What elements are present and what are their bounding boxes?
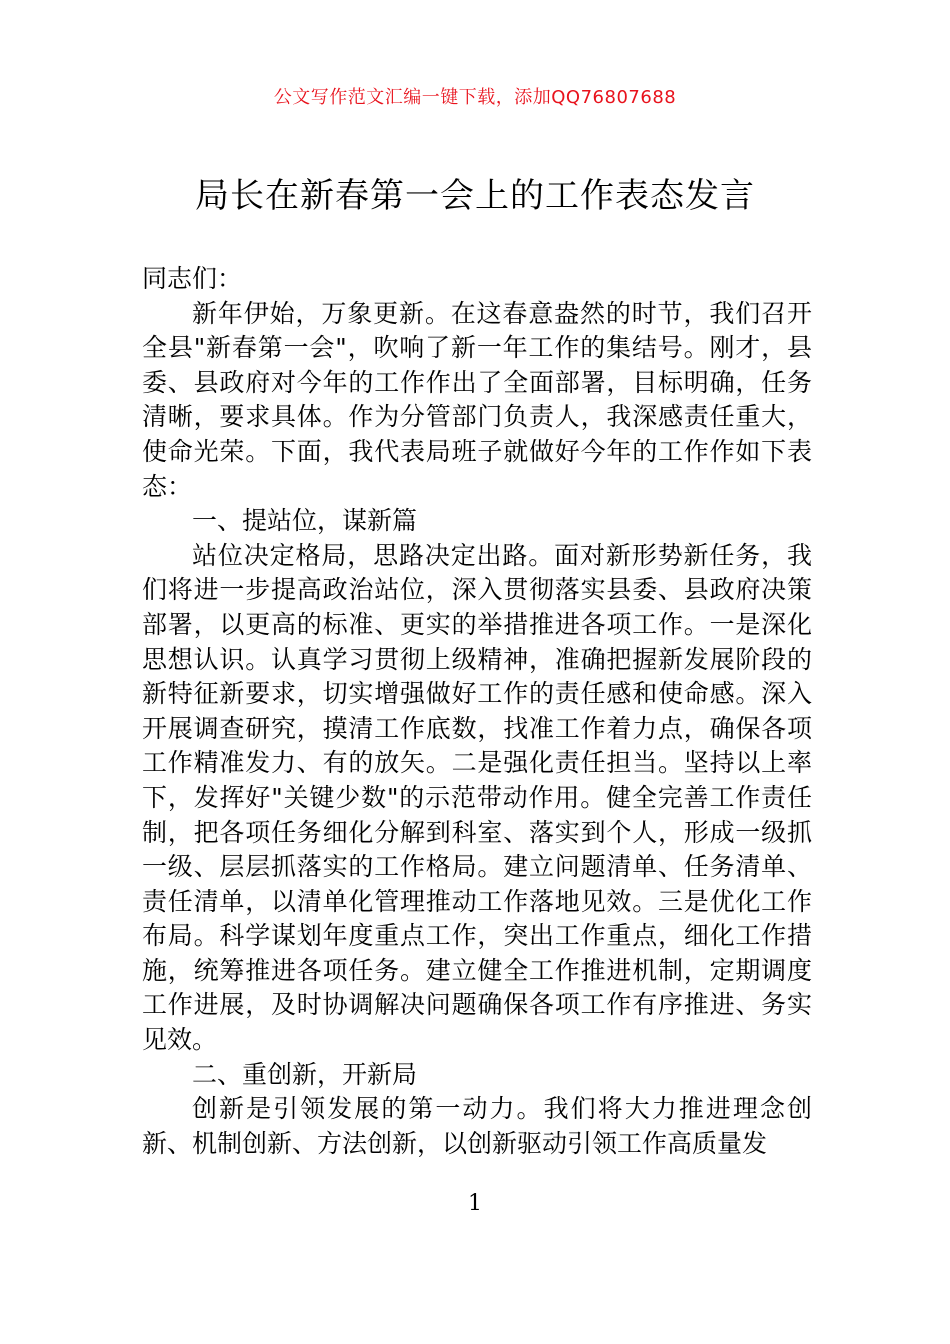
document-body [142, 262, 812, 1161]
section-heading-1: 一、提站位，谋新篇 [192, 506, 418, 536]
header-note: 公文写作范文汇编一键下载，添加QQ76807688 [273, 87, 677, 108]
document-title: 局长在新春第一会上的工作表态发言 [195, 176, 755, 216]
page-number: 1 [468, 1191, 482, 1216]
salutation: 同志们： [142, 264, 243, 293]
paragraph-section-1: 站位决定格局，思路决定出路。面对新形势新任务，我们将进一步提高政治站位，深入贯彻落实县委、县政府决策部署，以更高的标准、更实的举措推进各项工作。一是深化思想认识。认真学习贯彻上级精神，准确把握新发展阶段的新特征新要求，切实增强做好工作的责任感和使命感。深入开展调查研究，摸清工作底数，找准工作着力点，确保各项工作精准发力、有的放矢。二是强化责任担当。坚持以上率下，发挥好"关键少数"的示范带动作用。健全完善工作责任制，把各项任务细化分解到科室、落实到个人，形成一级抓一级、层层抓落实的工作格局。建立问题清单、任务清单、责任清单，以清单化管理推动工作落地见效。三是优化工作布局。科学谋划年度重点工作，突出工作重点，细化工作措施，统筹推进各项任务。建立健全工作推进机制，定期调度工作进展，及时协调解决问题确保各项工作有序推进、务实见效。 [142, 540, 812, 1055]
paragraph-section-2: 创新是引领发展的第一动力。我们将大力推进理念创新、机制创新、方法创新，以创新驱动引领工作高质量发 [142, 1094, 812, 1158]
paragraph-intro: 新年伊始，万象更新。在这春意盎然的时节，我们召开全县"新春第一会"，吹响了新一年工作的集结号。刚才，县委、县政府对今年的工作作出了全面部署，目标明确，任务清晰，要求具体。作为分管部门负责人，我深感责任重大，使命光荣。下面，我代表局班子就做好今年的工作作如下表态： [142, 298, 812, 501]
section-heading-2: 二、重创新，开新局 [192, 1059, 418, 1089]
